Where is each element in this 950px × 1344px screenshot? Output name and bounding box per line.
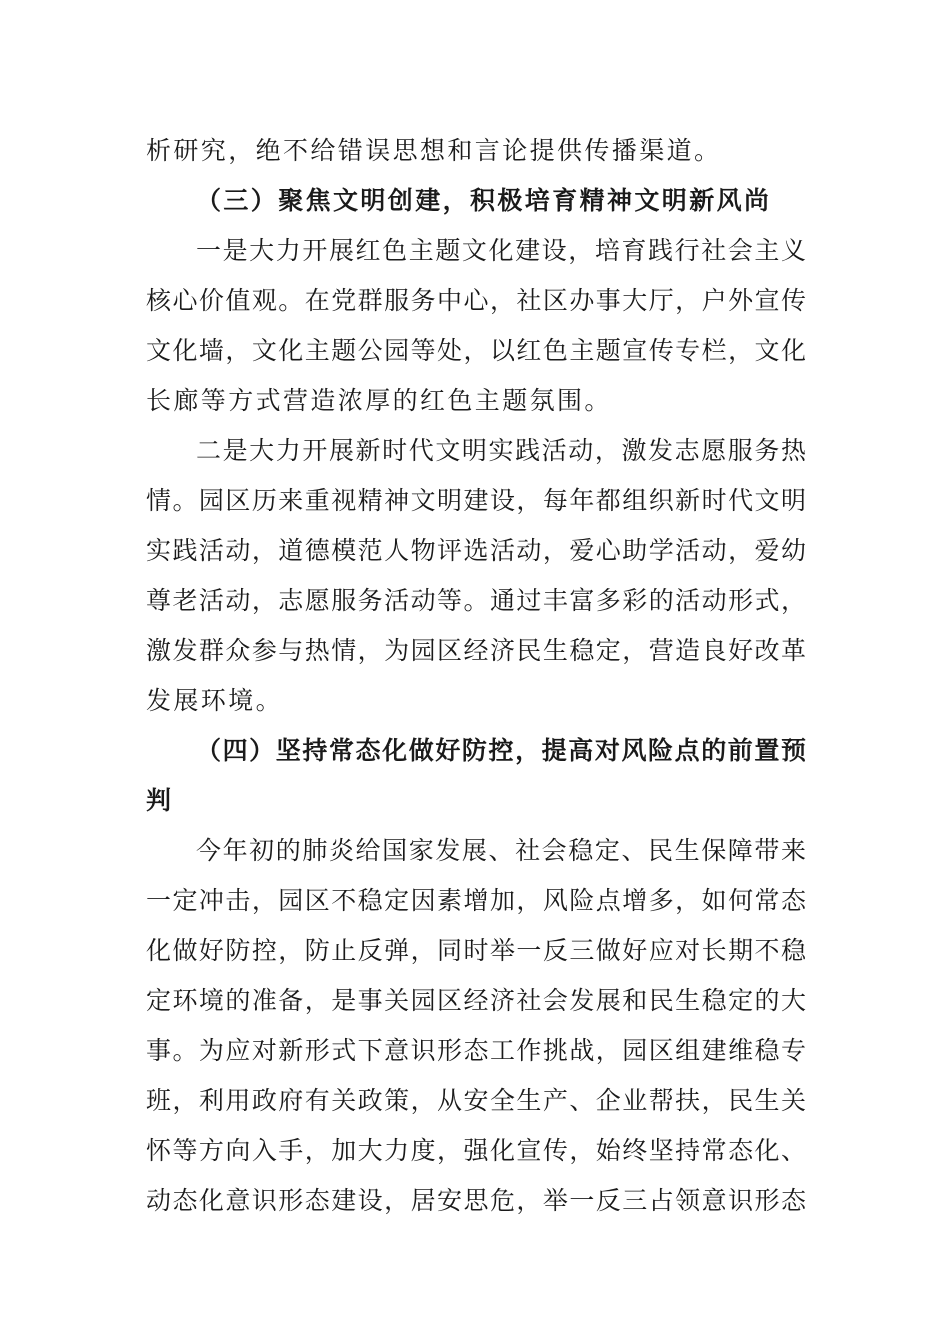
body-text-line: 一是大力开展红色主题文化建设，培育践行社会主义 <box>196 236 806 265</box>
body-text-line: 二是大力开展新时代文明实践活动，激发志愿服务热 <box>196 436 806 465</box>
body-text-line: 事。为应对新形式下意识形态工作挑战，园区组建维稳专 <box>146 1036 806 1065</box>
body-text-line: 一定冲击，园区不稳定因素增加，风险点增多，如何常态 <box>146 886 806 915</box>
body-text-line: 核心价值观。在党群服务中心，社区办事大厅，户外宣传 <box>146 286 806 315</box>
body-text-line: 长廊等方式营造浓厚的红色主题氛围。 <box>146 386 612 415</box>
body-text-line: 文化墙，文化主题公园等处，以红色主题宣传专栏，文化 <box>146 336 806 365</box>
body-text-line: 化做好防控，防止反弹，同时举一反三做好应对长期不稳 <box>146 936 806 965</box>
body-text-line: 班，利用政府有关政策，从安全生产、企业帮扶，民生关 <box>146 1086 806 1115</box>
body-text-line: 发展环境。 <box>146 686 284 715</box>
body-text-line: 怀等方向入手，加大力度，强化宣传，始终坚持常态化、 <box>146 1136 806 1165</box>
body-text-line: 实践活动，道德模范人物评选活动，爱心助学活动，爱幼 <box>146 536 806 565</box>
section-heading-3: （三）聚焦文明创建，积极培育精神文明新风尚 <box>196 186 772 215</box>
body-text-line: 今年初的肺炎给国家发展、社会稳定、民生保障带来 <box>196 836 806 865</box>
section-heading-4: （四）坚持常态化做好防控，提高对风险点的前置预 <box>196 736 806 765</box>
body-text-line: 动态化意识形态建设，居安思危，举一反三占领意识形态 <box>146 1186 806 1215</box>
section-heading-4-continued: 判 <box>146 786 174 815</box>
body-text-line: 激发群众参与热情，为园区经济民生稳定，营造良好改革 <box>146 636 806 665</box>
body-text-line: 定环境的准备，是事关园区经济社会发展和民生稳定的大 <box>146 986 806 1015</box>
body-text-line: 尊老活动，志愿服务活动等。通过丰富多彩的活动形式， <box>146 586 806 615</box>
body-text-line: 析研究，绝不给错误思想和言论提供传播渠道。 <box>146 136 722 165</box>
body-text-line: 情。园区历来重视精神文明建设，每年都组织新时代文明 <box>146 486 806 515</box>
